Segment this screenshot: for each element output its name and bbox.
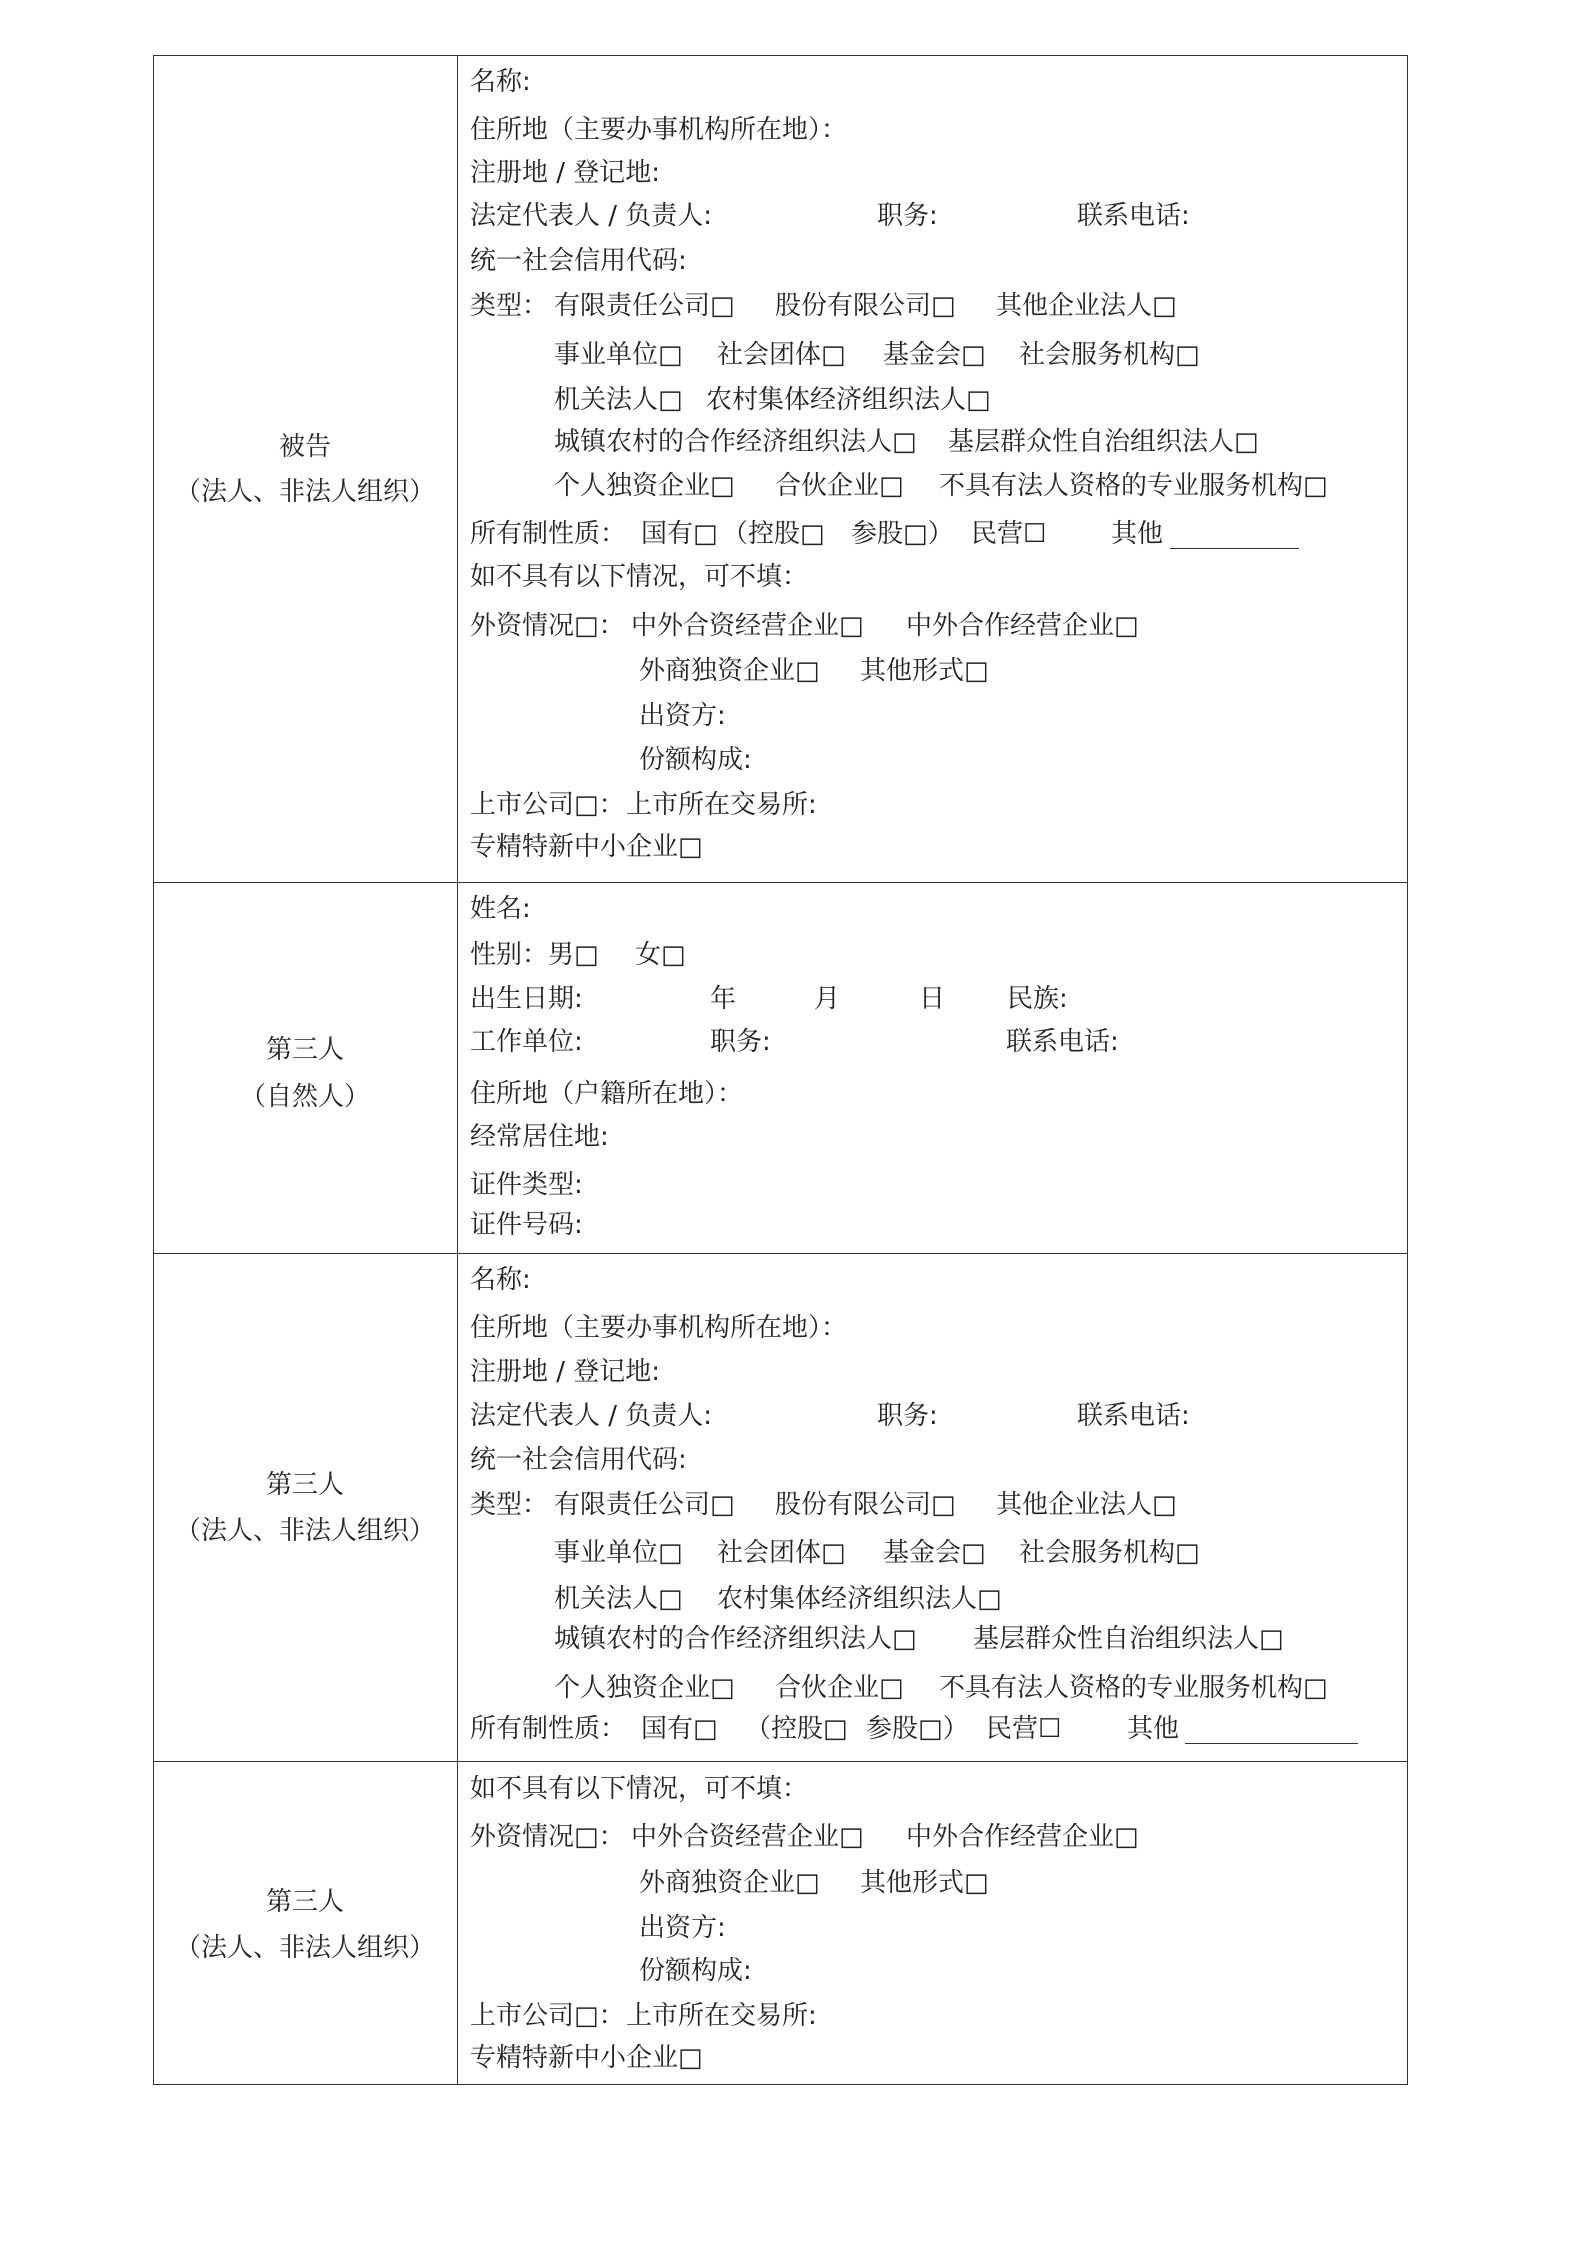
field-label: 中外合作经营企业□ xyxy=(906,1822,1139,1852)
row-header-subtitle: （法人、非法人组织） xyxy=(174,477,435,507)
field-label: 联系电话: xyxy=(1077,1401,1190,1431)
field-label: 上市公司□： xyxy=(470,2001,625,2031)
column-divider xyxy=(457,55,458,2085)
field-label: 不具有法人资格的专业服务机构□ xyxy=(939,1673,1328,1703)
field-label: 外商独资企业□ xyxy=(639,656,820,686)
field-label: 中外合资经营企业□ xyxy=(631,611,864,641)
field-label: （控股□ xyxy=(722,519,825,549)
field-label: 上市公司□： xyxy=(470,790,625,820)
field-label: 其他形式□ xyxy=(860,656,989,686)
field-label: 专精特新中小企业□ xyxy=(470,2043,703,2073)
field-label: 如不具有以下情况，可不填： xyxy=(470,1774,809,1804)
field-label: 合伙企业□ xyxy=(775,471,904,501)
field-label: 住所地（主要办事机构所在地）： xyxy=(470,1313,848,1343)
field-label: 机关法人□ xyxy=(554,1584,683,1614)
field-label: 女□ xyxy=(635,940,686,970)
field-label: 民族: xyxy=(1007,984,1068,1014)
field-label: 联系电话: xyxy=(1006,1027,1119,1057)
field-label: 机关法人□ xyxy=(554,385,683,415)
field-label: 基层群众性自治组织法人□ xyxy=(973,1624,1284,1654)
field-label: 农村集体经济组织法人□ xyxy=(706,385,991,415)
row-header-title: 被告 xyxy=(278,432,331,462)
field-label: 社会团体□ xyxy=(717,1538,846,1568)
field-label: 参股□） xyxy=(851,519,954,549)
field-label: 年 xyxy=(710,984,737,1014)
field-label: 有限责任公司□ xyxy=(554,1490,735,1520)
field-label: 参股□） xyxy=(866,1714,969,1744)
field-label: 名称: xyxy=(470,1265,531,1295)
field-label: 个人独资企业□ xyxy=(554,471,735,501)
field-label: 住所地（户籍所在地）： xyxy=(470,1079,744,1109)
field-label: 城镇农村的合作经济组织法人□ xyxy=(554,1624,917,1654)
field-label: 类型： xyxy=(470,1490,549,1520)
other-fill-blank[interactable] xyxy=(1185,1743,1358,1744)
field-label: 所有制性质： xyxy=(470,1714,627,1744)
field-label: 职务: xyxy=(877,1401,938,1431)
row-divider xyxy=(153,882,1408,883)
field-label: 工作单位: xyxy=(470,1027,583,1057)
row-header-title: 第三人 xyxy=(265,1470,344,1500)
row-header-subtitle: （法人、非法人组织） xyxy=(174,1516,435,1546)
field-label: 农村集体经济组织法人□ xyxy=(717,1584,1002,1614)
field-label: 所有制性质： xyxy=(470,519,627,549)
field-label: 股份有限公司□ xyxy=(775,1490,956,1520)
field-label: 其他 xyxy=(1127,1714,1180,1744)
row-divider xyxy=(153,1253,1408,1254)
field-label: 类型： xyxy=(470,291,549,321)
field-label: 专精特新中小企业□ xyxy=(470,832,703,862)
field-label: 上市所在交易所: xyxy=(626,790,817,820)
field-label: 职务: xyxy=(710,1027,771,1057)
field-label: 经常居住地: xyxy=(470,1122,609,1152)
field-label: 国有□ xyxy=(641,519,718,549)
row-header-subtitle: （自然人） xyxy=(239,1082,370,1112)
field-label: 外资情况□： xyxy=(470,1822,625,1852)
field-label: 股份有限公司□ xyxy=(775,291,956,321)
field-label: 基层群众性自治组织法人□ xyxy=(948,427,1259,457)
field-label: 其他企业法人□ xyxy=(996,291,1177,321)
field-label: 社会服务机构□ xyxy=(1019,1538,1200,1568)
field-label: 住所地（主要办事机构所在地）： xyxy=(470,115,848,145)
field-label: （控股□ xyxy=(745,1714,848,1744)
field-label: 其他 xyxy=(1111,519,1164,549)
field-label: 注册地 / 登记地: xyxy=(470,1357,661,1387)
field-label: 出资方: xyxy=(639,1913,726,1943)
field-label: 城镇农村的合作经济组织法人□ xyxy=(554,427,917,457)
field-label: 姓名: xyxy=(470,894,531,924)
field-label: 其他形式□ xyxy=(860,1868,989,1898)
field-label: 国有□ xyxy=(641,1714,718,1744)
field-label: 不具有法人资格的专业服务机构□ xyxy=(939,471,1328,501)
field-label: 法定代表人 / 负责人: xyxy=(470,1401,713,1431)
field-label: 事业单位□ xyxy=(554,340,683,370)
field-label: 外商独资企业□ xyxy=(639,1868,820,1898)
row-divider xyxy=(153,1761,1408,1762)
field-label: 出生日期: xyxy=(470,984,583,1014)
field-label: 月 xyxy=(814,984,841,1014)
row-header-subtitle: （法人、非法人组织） xyxy=(174,1933,435,1963)
field-label: 统一社会信用代码: xyxy=(470,246,687,276)
field-label: 份额构成: xyxy=(639,745,752,775)
field-label: 日 xyxy=(919,984,946,1014)
field-label: 证件类型: xyxy=(470,1170,583,1200)
field-label: 联系电话: xyxy=(1077,201,1190,231)
field-label: 其他企业法人□ xyxy=(996,1490,1177,1520)
field-label: 证件号码: xyxy=(470,1210,583,1240)
row-header-title: 第三人 xyxy=(265,1887,344,1917)
field-label: 有限责任公司□ xyxy=(554,291,735,321)
field-label: 出资方: xyxy=(639,701,726,731)
field-label: 社会服务机构□ xyxy=(1019,340,1200,370)
field-label: 合伙企业□ xyxy=(775,1673,904,1703)
field-label: 民营☐ xyxy=(971,519,1047,549)
field-label: 注册地 / 登记地: xyxy=(470,158,661,188)
field-label: 份额构成: xyxy=(639,1956,752,1986)
field-label: 基金会□ xyxy=(883,340,986,370)
field-label: 如不具有以下情况，可不填： xyxy=(470,562,809,592)
field-label: 民营☐ xyxy=(986,1714,1062,1744)
field-label: 名称: xyxy=(470,67,531,97)
field-label: 中外合作经营企业□ xyxy=(906,611,1139,641)
other-fill-blank[interactable] xyxy=(1170,548,1299,549)
field-label: 社会团体□ xyxy=(717,340,846,370)
field-label: 中外合资经营企业□ xyxy=(631,1822,864,1852)
field-label: 个人独资企业□ xyxy=(554,1673,735,1703)
field-label: 统一社会信用代码: xyxy=(470,1445,687,1475)
row-header-title: 第三人 xyxy=(265,1035,344,1065)
field-label: 基金会□ xyxy=(883,1538,986,1568)
field-label: 事业单位□ xyxy=(554,1538,683,1568)
field-label: 性别：男□ xyxy=(470,940,599,970)
field-label: 上市所在交易所: xyxy=(626,2001,817,2031)
field-label: 法定代表人 / 负责人: xyxy=(470,201,713,231)
field-label: 职务: xyxy=(877,201,938,231)
field-label: 外资情况□： xyxy=(470,611,625,641)
